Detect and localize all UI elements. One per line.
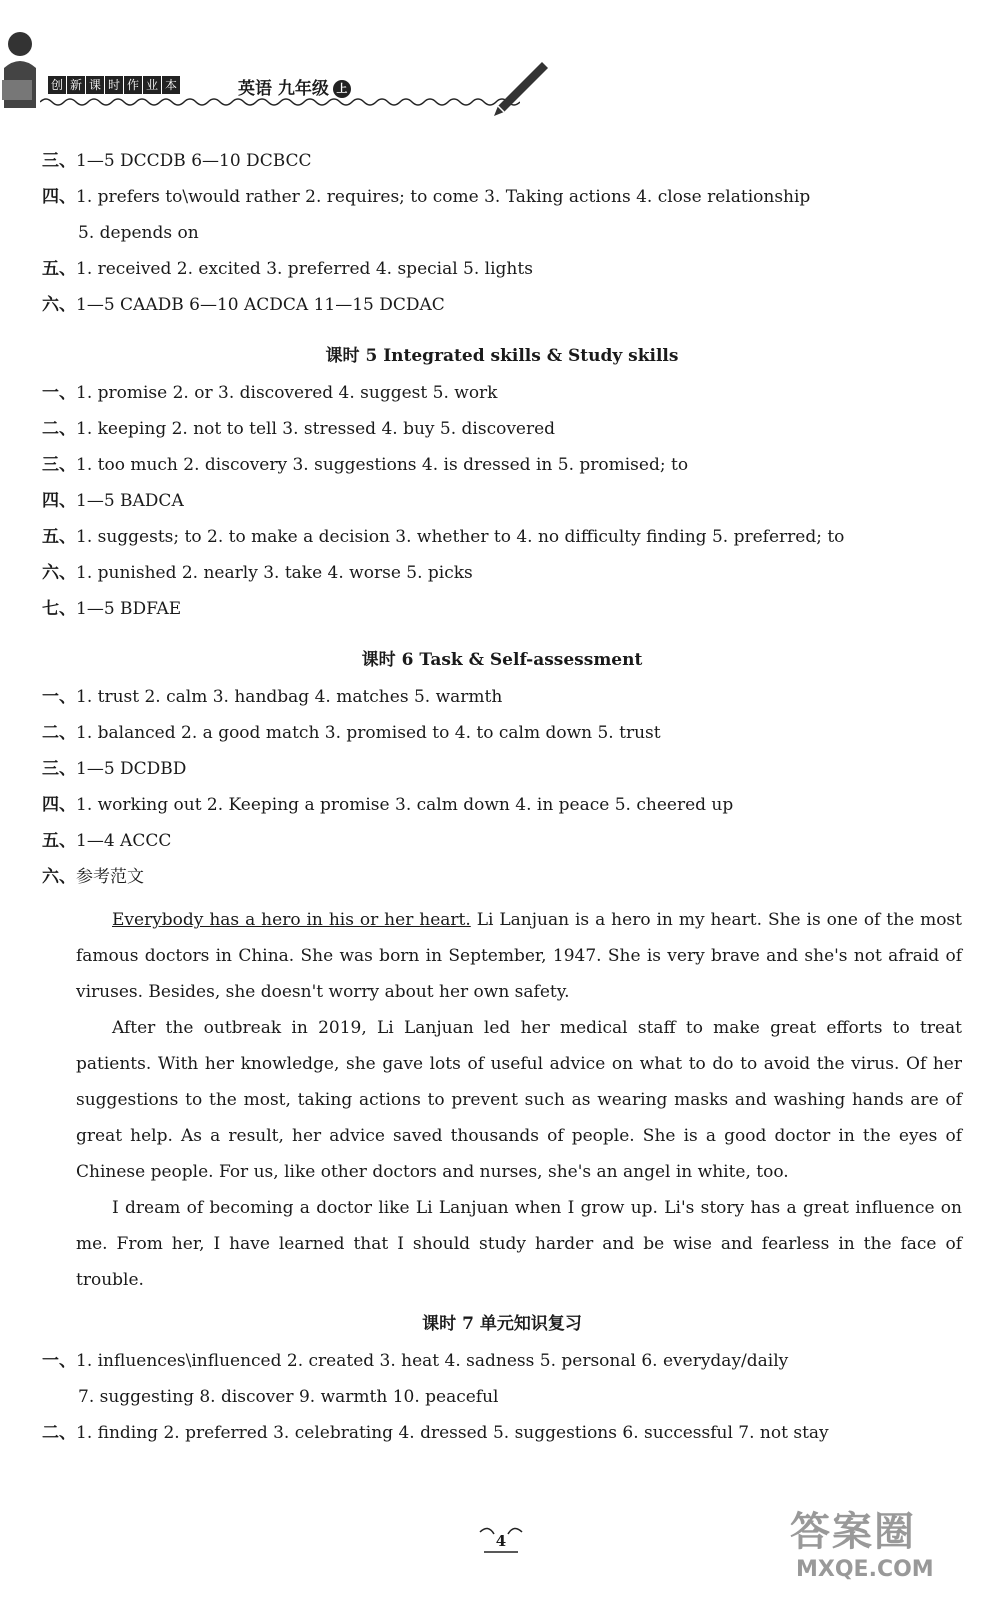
page-header — [0, 0, 996, 130]
line-text: 1. keeping 2. not to tell 3. stressed 4. buy 5. discovered — [76, 419, 556, 439]
line-label: 二、 — [42, 1423, 76, 1442]
line-label: 五、 — [42, 831, 76, 850]
answer-line — [42, 1386, 962, 1422]
answer-line — [42, 490, 962, 526]
answer-content — [42, 150, 962, 1458]
answer-line — [42, 186, 962, 222]
line-label: 五、 — [42, 259, 76, 278]
answer-line — [42, 222, 962, 258]
answer-line — [42, 294, 962, 330]
line-text: 参考范文 — [76, 867, 144, 887]
line-label: 五、 — [42, 527, 76, 546]
series-char: 创 — [48, 76, 66, 94]
line-label: 一、 — [42, 687, 76, 706]
section-title: 课时 5 Integrated skills & Study skills — [325, 346, 679, 366]
line-label: 二、 — [42, 723, 76, 742]
line-label: 三、 — [42, 151, 76, 170]
line-text: 1. promise 2. or 3. discovered 4. suggest 5. work — [76, 383, 498, 403]
answer-line — [42, 598, 962, 634]
answer-line — [42, 830, 962, 866]
essay-paragraph: I dream of becoming a doctor like Li Lanjuan when I grow up. Li's story has a great influence on me. From her, I have learned that I should study harder and be wise and fearless in the face of trouble. — [76, 1198, 962, 1290]
page-number-text: 4 — [495, 1532, 507, 1550]
series-char: 新 — [67, 76, 85, 94]
answer-line — [42, 866, 962, 902]
line-text: 1—5 DCCDB 6—10 DCBCC — [76, 151, 312, 171]
line-label: 六、 — [42, 563, 76, 582]
line-label: 四、 — [42, 491, 76, 510]
answer-line — [42, 526, 962, 562]
series-title-boxes — [48, 76, 180, 94]
section-title: 课时 6 Task & Self-assessment — [361, 650, 643, 670]
page-number — [478, 1524, 524, 1556]
answer-line — [42, 1350, 962, 1386]
series-char: 业 — [143, 76, 161, 94]
answer-line — [42, 150, 962, 186]
answer-line — [42, 454, 962, 490]
line-text: 1—5 DCDBD — [76, 759, 187, 779]
answer-line — [42, 258, 962, 294]
line-text: 1—4 ACCC — [76, 831, 172, 851]
line-label: 一、 — [42, 383, 76, 402]
answer-line — [42, 1422, 962, 1458]
watermark-url: MXQE.COM — [796, 1557, 934, 1582]
line-label: 四、 — [42, 795, 76, 814]
pencil-icon — [490, 58, 550, 118]
series-char: 作 — [124, 76, 142, 94]
line-label: 六、 — [42, 867, 76, 886]
line-label: 七、 — [42, 599, 76, 618]
line-label: 二、 — [42, 419, 76, 438]
watermark — [790, 1500, 980, 1590]
essay-topic-sentence: Everybody has a hero in his or her heart. — [112, 910, 471, 930]
essay-text: Li Lanjuan is a hero in my heart. She is one of the most famous doctors in China. She was born in September, 1947. She is very brave and she's not afraid of viruses. Besides, she doesn't worry about her own safety. — [76, 910, 962, 1002]
subject-label: 英语 九年级 — [238, 79, 329, 99]
line-label: 三、 — [42, 455, 76, 474]
series-char: 时 — [105, 76, 123, 94]
line-text: 1. too much 2. discovery 3. suggestions 4. is dressed in 5. promised; to — [76, 455, 689, 475]
line-text: 1. balanced 2. a good match 3. promised to 4. to calm down 5. trust — [76, 723, 661, 743]
line-text: 7. suggesting 8. discover 9. warmth 10. peaceful — [78, 1387, 499, 1407]
answer-line — [42, 562, 962, 598]
answer-line — [42, 418, 962, 454]
essay-paragraph — [76, 902, 962, 1010]
line-text: 1. punished 2. nearly 3. take 4. worse 5. picks — [76, 563, 473, 583]
answer-line — [42, 758, 962, 794]
line-text: 1. finding 2. preferred 3. celebrating 4. dressed 5. suggestions 6. successful 7. not stay — [76, 1423, 829, 1443]
watermark-main: 答案圈 — [790, 1509, 916, 1555]
line-text: 1. received 2. excited 3. preferred 4. special 5. lights — [76, 259, 533, 279]
series-char: 课 — [86, 76, 104, 94]
line-label: 四、 — [42, 187, 76, 206]
essay-paragraph: After the outbreak in 2019, Li Lanjuan led her medical staff to make great efforts to treat patients. With her knowledge, she gave lots of useful advice on what to do to avoid the virus. Of her suggestions to the most, taking actions to prevent such as wearing masks and washing hands are of great help. As a result, her advice saved thousands of people. She is a good doctor in the eyes of Chinese people. For us, like other doctors and nurses, she's an angel in white, too. — [76, 1018, 962, 1182]
answer-line — [42, 722, 962, 758]
line-text: 1—5 BADCA — [76, 491, 184, 511]
answer-line — [42, 382, 962, 418]
student-figure-icon — [0, 28, 40, 108]
answer-line — [42, 794, 962, 830]
line-text: 5. depends on — [78, 223, 199, 243]
line-text: 1. working out 2. Keeping a promise 3. calm down 4. in peace 5. cheered up — [76, 795, 734, 815]
line-text: 1. suggests; to 2. to make a decision 3. whether to 4. no difficulty finding 5. preferred; to — [76, 527, 845, 547]
volume-badge: 上 — [333, 80, 351, 98]
series-char: 本 — [162, 76, 180, 94]
line-text: 1. influences\influenced 2. created 3. heat 4. sadness 5. personal 6. everyday/daily — [76, 1351, 789, 1371]
answer-line — [42, 686, 962, 722]
line-text: 1—5 CAADB 6—10 ACDCA 11—15 DCDAC — [76, 295, 445, 315]
section-title: 课时 7 单元知识复习 — [422, 1314, 582, 1334]
line-label: 六、 — [42, 295, 76, 314]
line-label: 三、 — [42, 759, 76, 778]
wave-divider — [40, 96, 520, 108]
line-text: 1. trust 2. calm 3. handbag 4. matches 5. warmth — [76, 687, 503, 707]
line-text: 1. prefers to\would rather 2. requires; to come 3. Taking actions 4. close relationship — [76, 187, 811, 207]
line-label: 一、 — [42, 1351, 76, 1370]
line-text: 1—5 BDFAE — [76, 599, 182, 619]
